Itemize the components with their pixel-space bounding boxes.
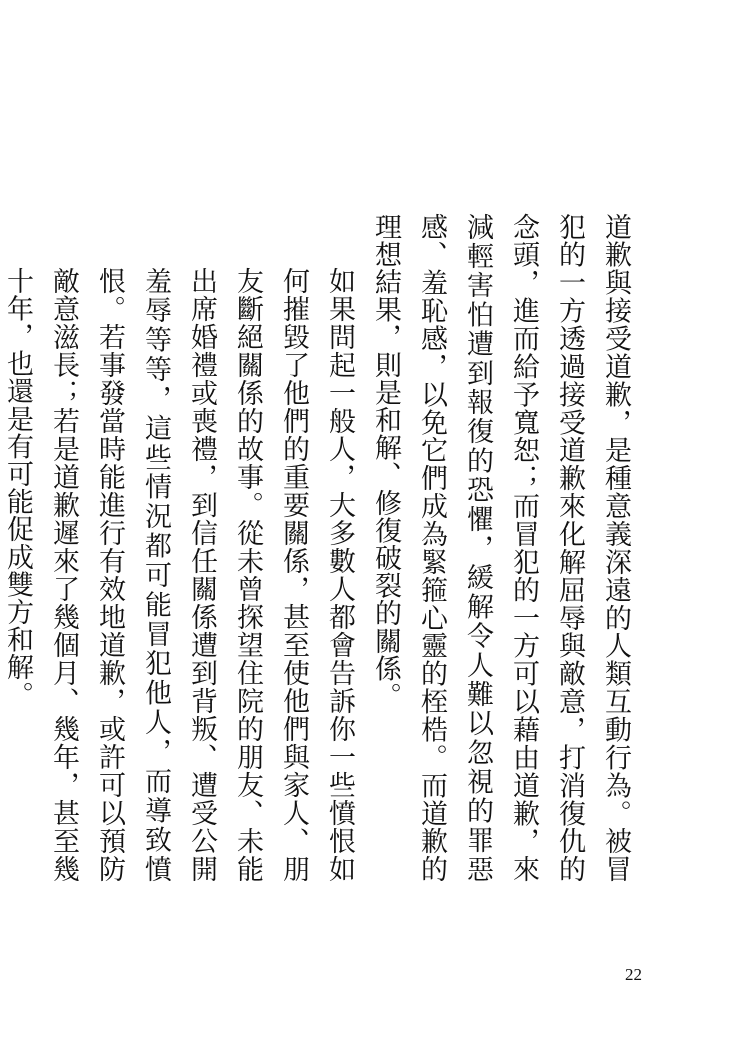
paragraph-2: 如果問起一般人，大多數人都會告訴你一些憤恨如何摧毀了他們的重要關係，甚至使他們與家人、朋友斷絕關係的故事。從未曾探望住院的朋友、未能出席婚禮或喪禮，到信任關係遭到背叛、遭受公開羞辱等等，這些情況都可能冒犯他人，而導致憤恨。若事發當時能進行有效地道歉，或許可以預防敵意滋長；若是道歉遲來了幾個月、幾年，甚至幾十年，也還是有可能促成雙方和解。: [2, 267, 355, 883]
page-number: 22: [625, 965, 642, 984]
body-text: [2, 213, 638, 883]
paragraph-1: 道歉與接受道歉，是種意義深遠的人類互動行為。被冒犯的一方透過接受道歉來化解屈辱與敵意，打消復仇的念頭，進而給予寬恕；而冒犯的一方可以藉由道歉，來減輕害怕遭到報復的恐懼，緩解令人難以忽視的罪惡感、羞恥感，以免它們成為緊箍心靈的桎梏。而道歉的理想結果，則是和解、修復破裂的關係。: [370, 213, 631, 883]
